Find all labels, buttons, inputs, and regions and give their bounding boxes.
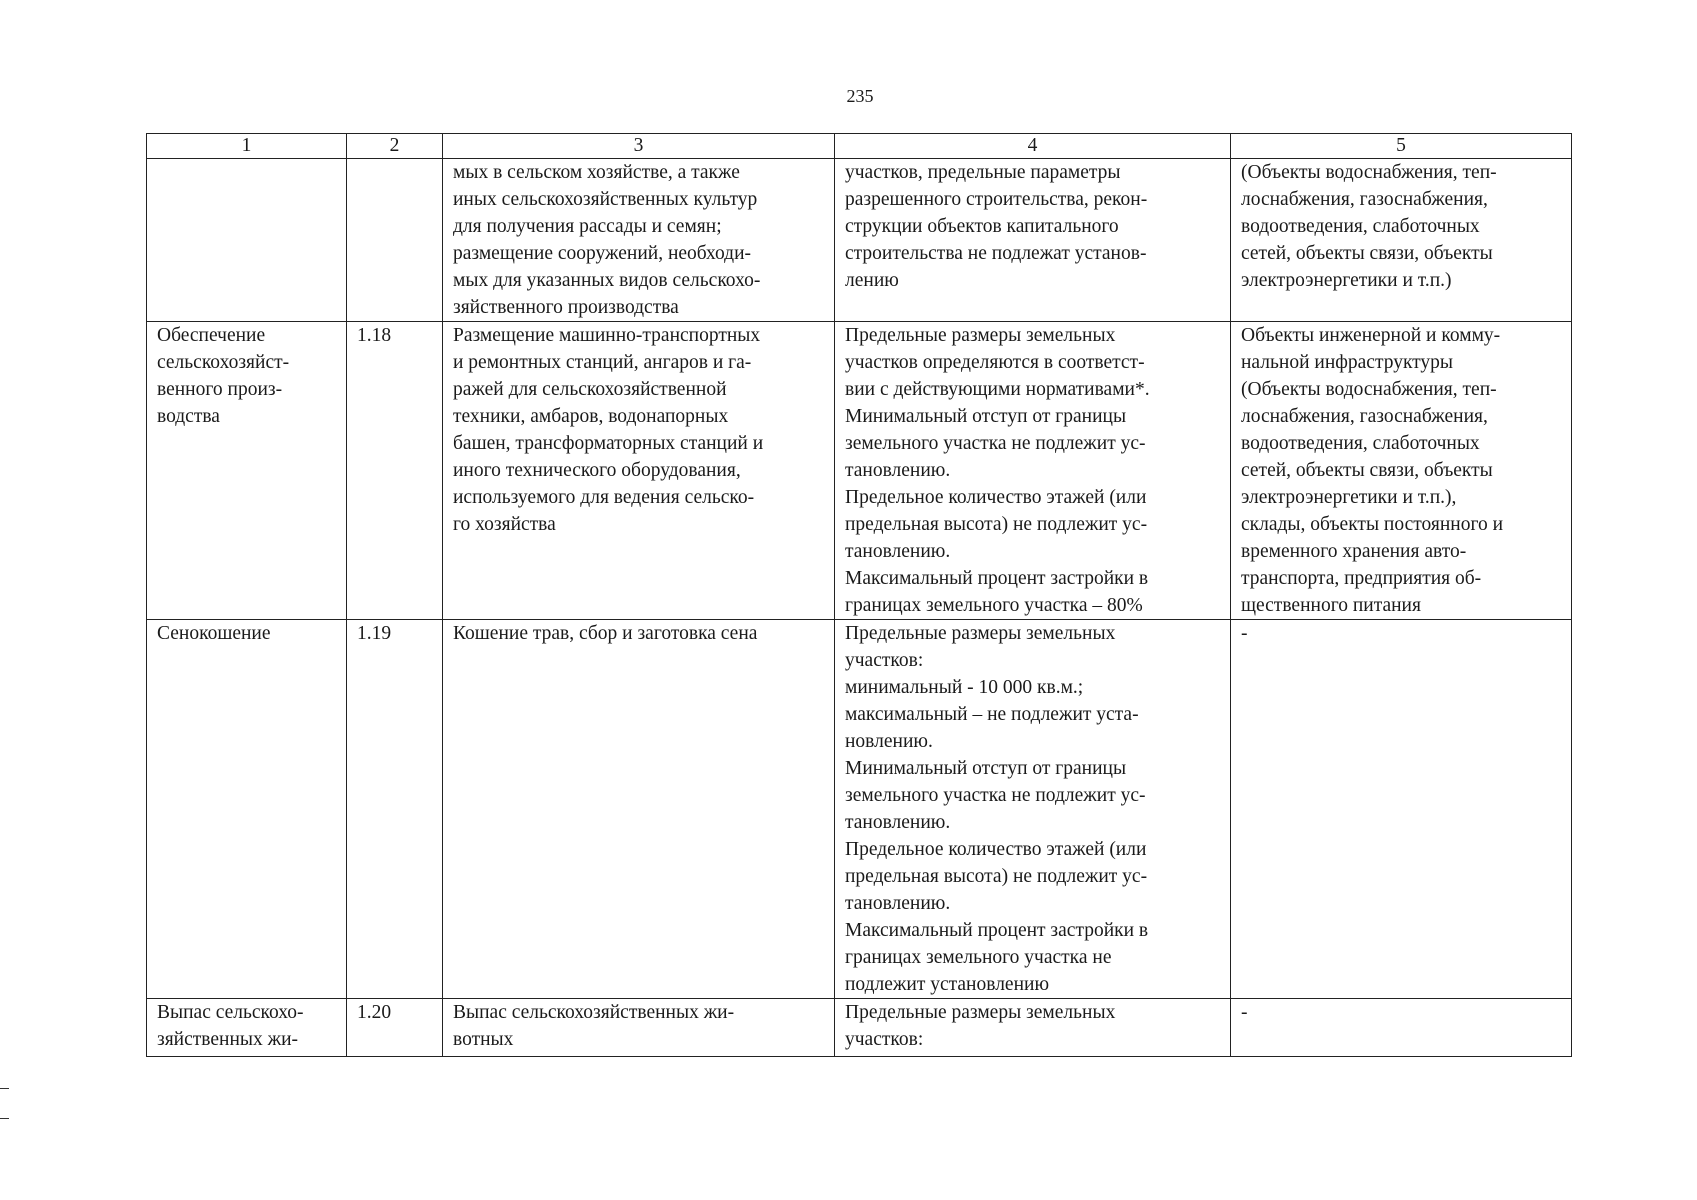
cell-text-line: - <box>1241 1002 1248 1023</box>
cell-text-line: вотных <box>453 1029 514 1050</box>
cell-text-line: участков, предельные параметры <box>845 162 1121 183</box>
auxiliary-uses-cell <box>1231 322 1572 620</box>
cell-text-line: Предельное количество этажей (или <box>845 839 1147 860</box>
table-row <box>147 999 1572 1057</box>
cell-text-line: границах земельного участка – 80% <box>845 595 1143 616</box>
land-use-description-cell <box>443 999 835 1057</box>
cell-text-line: лению <box>845 270 899 291</box>
cell-text-line: го хозяйства <box>453 514 556 535</box>
cell-text-line: зяйственных жи- <box>157 1029 299 1050</box>
cell-text-line: участков определяются в соответст- <box>845 352 1145 373</box>
building-parameters-cell <box>835 620 1231 999</box>
cell-text-line: тановлению. <box>845 460 951 481</box>
cell-text-line: мых для указанных видов сельскохо- <box>453 270 761 291</box>
cell-text-line: предельная высота) не подлежит ус- <box>845 866 1148 887</box>
cell-text-line: и ремонтных станций, ангаров и га- <box>453 352 752 373</box>
cell-text-line: Минимальный отступ от границы <box>845 406 1127 427</box>
cell-text-line: сетей, объекты связи, объекты <box>1241 243 1493 264</box>
cell-text-line: временного хранения авто- <box>1241 541 1467 562</box>
cell-text-line: сетей, объекты связи, объекты <box>1241 460 1493 481</box>
cell-text-line: Сенокошение <box>157 623 271 644</box>
cell-text-line: электроэнергетики и т.п.) <box>1241 270 1452 291</box>
land-use-code-cell: 1.19 <box>347 620 443 999</box>
page-number: 235 <box>846 86 874 106</box>
table-header-row <box>147 134 1572 159</box>
cell-text-line: разрешенного строительства, рекон- <box>845 189 1148 210</box>
cell-text-line: иных сельскохозяйственных культур <box>453 189 758 210</box>
zoning-regulations-table <box>146 133 1572 1057</box>
cell-text-line: щественного питания <box>1241 595 1421 616</box>
table-row <box>147 620 1572 999</box>
land-use-name-cell <box>147 620 347 999</box>
cell-text-line: склады, объекты постоянного и <box>1241 514 1504 535</box>
cell-text-line: Объекты инженерной и комму- <box>1241 325 1501 346</box>
cell-text-line: тановлению. <box>845 541 951 562</box>
table-row <box>147 322 1572 620</box>
building-parameters-cell <box>835 322 1231 620</box>
cell-text-line: строительства не подлежат установ- <box>845 243 1147 264</box>
cell-text-line: Предельное количество этажей (или <box>845 487 1147 508</box>
cell-text-line: вии с действующими нормативами*. <box>845 379 1150 400</box>
land-use-description-cell <box>443 159 835 322</box>
cell-text-line: иного технического оборудования, <box>453 460 741 481</box>
column-header: 1 <box>147 134 347 159</box>
land-use-code-cell: 1.18 <box>347 322 443 620</box>
auxiliary-uses-cell <box>1231 999 1572 1057</box>
cell-text-line: мых в сельском хозяйстве, а также <box>453 162 740 183</box>
cell-text-line: Предельные размеры земельных <box>845 1002 1116 1023</box>
cell-text-line: электроэнергетики и т.п.), <box>1241 487 1457 508</box>
auxiliary-uses-cell <box>1231 159 1572 322</box>
cell-text-line: водоотведения, слаботочных <box>1241 433 1480 454</box>
cell-text-line: земельного участка не подлежит ус- <box>845 433 1146 454</box>
cell-text-line: земельного участка не подлежит ус- <box>845 785 1146 806</box>
land-use-code-cell: 1.20 <box>347 999 443 1057</box>
cell-text-line: - <box>1241 623 1248 644</box>
cell-text-line: Кошение трав, сбор и заготовка сена <box>453 623 758 644</box>
cell-text-line: для получения рассады и семян; <box>453 216 722 237</box>
cell-text-line: Выпас сельскохозяйственных жи- <box>453 1002 735 1023</box>
margin-mark <box>0 1118 9 1119</box>
table-row <box>147 159 1572 322</box>
cell-text-line: размещение сооружений, необходи- <box>453 243 752 264</box>
cell-text-line: Предельные размеры земельных <box>845 325 1116 346</box>
cell-text-line: участков: <box>845 650 924 671</box>
column-header: 5 <box>1231 134 1572 159</box>
land-use-description-cell <box>443 322 835 620</box>
land-use-name-cell <box>147 159 347 322</box>
column-header: 3 <box>443 134 835 159</box>
cell-text-line: Размещение машинно-транспортных <box>453 325 761 346</box>
land-use-description-cell <box>443 620 835 999</box>
cell-text-line: лоснабжения, газоснабжения, <box>1241 406 1488 427</box>
cell-text-line: минимальный - 10 000 кв.м.; <box>845 677 1084 698</box>
cell-text-line: Максимальный процент застройки в <box>845 568 1149 589</box>
cell-text-line: тановлению. <box>845 893 951 914</box>
cell-text-line: ражей для сельскохозяйственной <box>453 379 727 400</box>
cell-text-line: тановлению. <box>845 812 951 833</box>
land-use-code-cell <box>347 159 443 322</box>
cell-text-line: лоснабжения, газоснабжения, <box>1241 189 1488 210</box>
auxiliary-uses-cell <box>1231 620 1572 999</box>
cell-text-line: Минимальный отступ от границы <box>845 758 1127 779</box>
column-header: 4 <box>835 134 1231 159</box>
cell-text-line: водоотведения, слаботочных <box>1241 216 1480 237</box>
cell-text-line: башен, трансформаторных станций и <box>453 433 764 454</box>
building-parameters-cell <box>835 999 1231 1057</box>
cell-text-line: максимальный – не подлежит уста- <box>845 704 1139 725</box>
cell-text-line: зяйственного производства <box>453 297 679 318</box>
cell-text-line: венного произ- <box>157 379 283 400</box>
cell-text-line: струкции объектов капитального <box>845 216 1119 237</box>
cell-text-line: (Объекты водоснабжения, теп- <box>1241 379 1497 400</box>
cell-text-line: Максимальный процент застройки в <box>845 920 1149 941</box>
cell-text-line: нальной инфраструктуры <box>1241 352 1454 373</box>
cell-text-line: подлежит установлению <box>845 974 1050 995</box>
cell-text-line: новлению. <box>845 731 933 752</box>
column-header: 2 <box>347 134 443 159</box>
cell-text-line: участков: <box>845 1029 924 1050</box>
cell-text-line: Предельные размеры земельных <box>845 623 1116 644</box>
cell-text-line: предельная высота) не подлежит ус- <box>845 514 1148 535</box>
cell-text-line: техники, амбаров, водонапорных <box>453 406 729 427</box>
cell-text-line: Выпас сельскохо- <box>157 1002 304 1023</box>
land-use-name-cell <box>147 999 347 1057</box>
cell-text-line: водства <box>157 406 220 427</box>
land-use-name-cell <box>147 322 347 620</box>
cell-text-line: Обеспечение <box>157 325 266 346</box>
cell-text-line: границах земельного участка не <box>845 947 1112 968</box>
margin-mark <box>0 1088 9 1089</box>
cell-text-line: используемого для ведения сельско- <box>453 487 755 508</box>
building-parameters-cell <box>835 159 1231 322</box>
cell-text-line: (Объекты водоснабжения, теп- <box>1241 162 1497 183</box>
cell-text-line: сельскохозяйст- <box>157 352 290 373</box>
cell-text-line: транспорта, предприятия об- <box>1241 568 1482 589</box>
